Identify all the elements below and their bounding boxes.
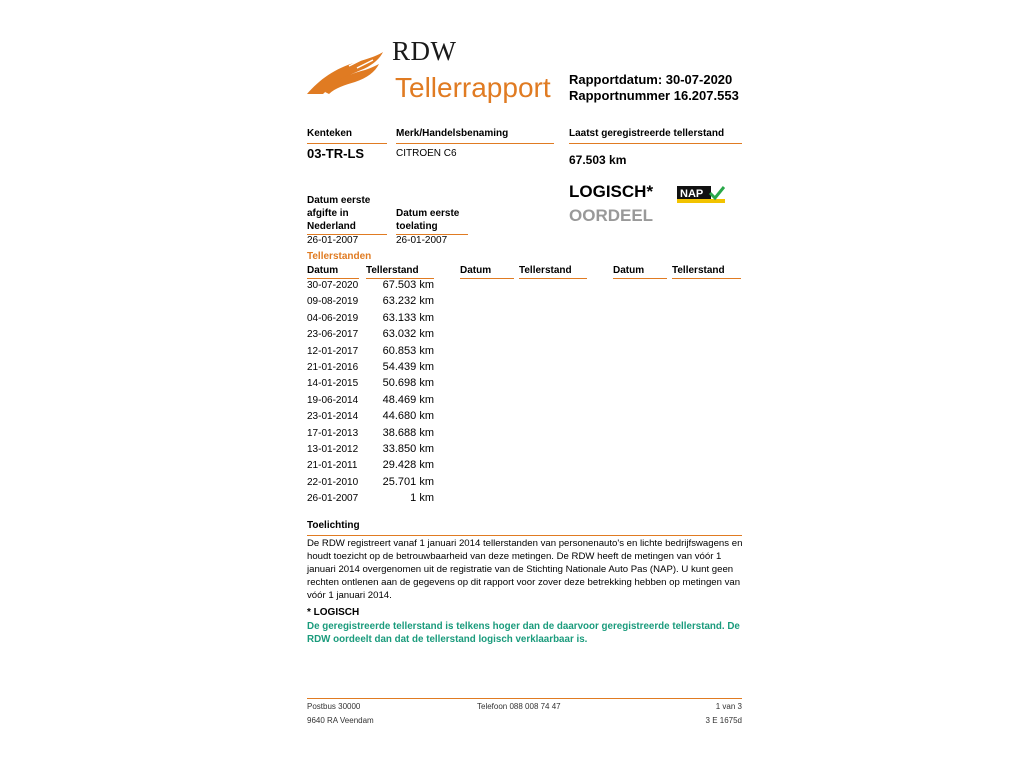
reading-value: 63.232 km xyxy=(382,295,434,307)
reading-value: 63.032 km xyxy=(382,328,434,340)
explanation-text: De RDW registreert vanaf 1 januari 2014 tellerstanden van personenauto's en lichte bedrijfswagens en houdt toezicht op de betrouwbaarheid van deze metingen. De RDW heeft de metingen van vóór 1 januari 2014 overgenomen uit de registratie van de Stichting Nationale Auto Pas (NAP). U kunt geen rechten ontlenen aan de gegevens op dit rapport voor zover deze betrekking hebben op metingen van vóór 1 januari 2014. xyxy=(307,538,743,601)
nap-text: NAP xyxy=(680,188,704,200)
col-date-3: Datum xyxy=(613,264,667,279)
verdict-label: LOGISCH* xyxy=(569,182,654,201)
reading-date: 30-07-2020 xyxy=(307,280,359,291)
reading-date: 13-01-2012 xyxy=(307,444,359,455)
reading-date: 19-06-2014 xyxy=(307,395,359,406)
verdict-sub: OORDEEL xyxy=(569,206,654,225)
brand-label: Merk/Handelsbenaming xyxy=(396,127,554,144)
first-admission-value: 26-01-2007 xyxy=(396,235,448,246)
footer-divider xyxy=(307,698,742,699)
brand-value: CITROEN C6 xyxy=(396,148,457,159)
reading-value: 1 km xyxy=(410,492,434,504)
col-value-3: Tellerstand xyxy=(672,264,741,279)
reading-date: 12-01-2017 xyxy=(307,346,359,357)
reading-date: 04-06-2019 xyxy=(307,313,359,324)
report-title: Tellerrapport xyxy=(395,72,551,103)
reading-value: 54.439 km xyxy=(382,361,434,373)
reading-value: 63.133 km xyxy=(382,312,434,324)
reading-date: 26-01-2007 xyxy=(307,493,359,504)
report-date: Rapportdatum: 30-07-2020 xyxy=(569,72,733,87)
reading-value: 67.503 km xyxy=(382,279,434,291)
col-date-2: Datum xyxy=(460,264,514,279)
footer-postbus: Postbus 30000 xyxy=(307,702,361,711)
reading-date: 09-08-2019 xyxy=(307,296,359,307)
footer-city: 9640 RA Veendam xyxy=(307,716,374,725)
reading-value: 44.680 km xyxy=(382,410,434,422)
first-nl-label-3: Nederland xyxy=(307,220,387,235)
reading-date: 21-01-2016 xyxy=(307,362,359,373)
reading-value: 50.698 km xyxy=(382,377,434,389)
col-value-2: Tellerstand xyxy=(519,264,587,279)
explanation-title: Toelichting xyxy=(307,519,742,536)
reading-date: 14-01-2015 xyxy=(307,378,359,389)
footer-page: 1 van 3 xyxy=(715,702,742,711)
first-nl-label-2: afgifte in xyxy=(307,208,349,219)
reading-date: 23-01-2014 xyxy=(307,411,359,422)
footer-code: 3 E 1675d xyxy=(705,716,742,725)
reading-value: 48.469 km xyxy=(382,394,434,406)
first-nl-value: 26-01-2007 xyxy=(307,235,359,246)
logisch-text: De geregistreerde tellerstand is telkens hoger dan de daarvoor geregistreerde tellerstand. De RDW oordeelt dan dat de tellerstand logisch verklaarbaar is. xyxy=(307,621,740,645)
reading-value: 33.850 km xyxy=(382,443,434,455)
last-reading-label: Laatst geregistreerde tellerstand xyxy=(569,127,742,144)
reading-value: 29.428 km xyxy=(382,459,434,471)
first-nl-label-1: Datum eerste xyxy=(307,195,371,206)
plate-value: 03-TR-LS xyxy=(307,146,365,161)
first-admission-label-1: Datum eerste xyxy=(396,208,460,219)
reading-value: 60.853 km xyxy=(382,345,434,357)
col-value-1: Tellerstand xyxy=(366,264,434,279)
reading-date: 17-01-2013 xyxy=(307,428,359,439)
col-date-1: Datum xyxy=(307,264,359,279)
footer-phone: Telefoon 088 008 74 47 xyxy=(477,702,561,711)
reading-value: 38.688 km xyxy=(382,427,434,439)
first-admission-label-2: toelating xyxy=(396,220,468,235)
reading-date: 23-06-2017 xyxy=(307,329,359,340)
logisch-title: * LOGISCH xyxy=(307,607,360,618)
reading-value: 25.701 km xyxy=(382,476,434,488)
reading-date: 22-01-2010 xyxy=(307,477,359,488)
plate-label: Kenteken xyxy=(307,127,387,144)
reading-date: 21-01-2011 xyxy=(307,460,358,471)
org-name: RDW xyxy=(392,36,457,66)
nap-check-icon xyxy=(677,184,725,204)
rdw-logo-icon xyxy=(305,50,385,96)
last-reading-value: 67.503 km xyxy=(569,153,627,167)
readings-section-title: Tellerstanden xyxy=(307,251,372,262)
report-number: Rapportnummer 16.207.553 xyxy=(569,88,739,103)
